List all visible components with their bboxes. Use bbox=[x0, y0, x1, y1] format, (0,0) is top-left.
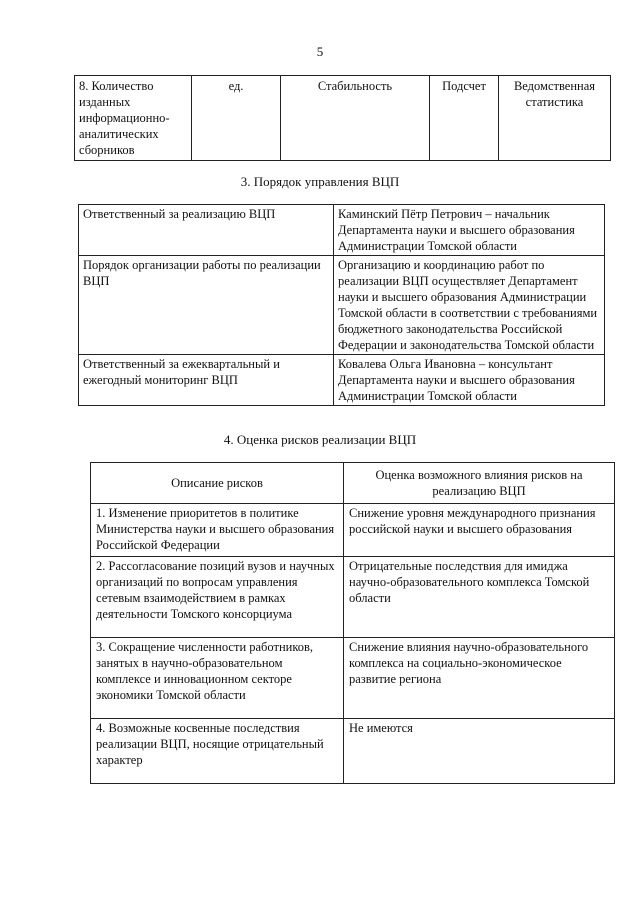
risks-header-right: Оценка возможного влияния рисков на реализацию ВЦП bbox=[344, 463, 615, 504]
table-row bbox=[79, 355, 605, 406]
risk-impact: Не имеются bbox=[344, 719, 615, 784]
risk-impact: Снижение влияния научно-образовательного комплекса на социально-экономическое развитие региона bbox=[344, 638, 615, 719]
risk-description: 1. Изменение приоритетов в политике Министерства науки и высшего образования Российской Федерации bbox=[91, 504, 344, 557]
table-row bbox=[75, 76, 611, 161]
indicator-table bbox=[74, 75, 611, 161]
risks-header-left: Описание рисков bbox=[91, 463, 344, 504]
risk-description: 2. Рассогласование позиций вузов и научных организаций по вопросам управления сетевым взаимодействием в рамках деятельности Томского консорциума bbox=[91, 557, 344, 638]
management-table bbox=[78, 204, 605, 406]
mgmt-value: Каминский Пётр Петрович – начальник Департамента науки и высшего образования Администрации Томской области bbox=[334, 205, 605, 256]
mgmt-label: Ответственный за реализацию ВЦП bbox=[79, 205, 334, 256]
indicator-method: Подсчет bbox=[430, 76, 499, 161]
table-row bbox=[91, 638, 615, 719]
page-number: 5 bbox=[316, 44, 324, 59]
table-row bbox=[91, 719, 615, 784]
table-header-row bbox=[91, 463, 615, 504]
section4-title: 4. Оценка рисков реализации ВЦП bbox=[223, 432, 417, 447]
table-row bbox=[79, 256, 605, 355]
risk-impact: Отрицательные последствия для имиджа научно-образовательного комплекса Томской области bbox=[344, 557, 615, 638]
mgmt-value: Ковалева Ольга Ивановна – консультант Департамента науки и высшего образования Администрации Томской области bbox=[334, 355, 605, 406]
risk-description: 3. Сокращение численности работников, занятых в научно-образовательном комплексе и инновационном секторе экономики Томской области bbox=[91, 638, 344, 719]
table-row bbox=[91, 504, 615, 557]
risks-table bbox=[90, 462, 615, 784]
table-row bbox=[79, 205, 605, 256]
indicator-name: 8. Количество изданных информационно-аналитических сборников bbox=[75, 76, 192, 161]
risk-description: 4. Возможные косвенные последствия реализации ВЦП, носящие отрицательный характер bbox=[91, 719, 344, 784]
risk-impact: Снижение уровня международного признания российской науки и высшего образования bbox=[344, 504, 615, 557]
indicator-unit: ед. bbox=[192, 76, 281, 161]
mgmt-label: Ответственный за ежеквартальный и ежегодный мониторинг ВЦП bbox=[79, 355, 334, 406]
section3-title: 3. Порядок управления ВЦП bbox=[240, 174, 400, 189]
indicator-source: Ведомственная статистика bbox=[499, 76, 611, 161]
indicator-trend: Стабильность bbox=[281, 76, 430, 161]
mgmt-label: Порядок организации работы по реализации ВЦП bbox=[79, 256, 334, 355]
table-row bbox=[91, 557, 615, 638]
mgmt-value: Организацию и координацию работ по реализации ВЦП осуществляет Департамент науки и высшего образования Администрации Томской области в соответствии с требованиями бюджетного законодательства Российской Федерации и законодательства Томской области bbox=[334, 256, 605, 355]
